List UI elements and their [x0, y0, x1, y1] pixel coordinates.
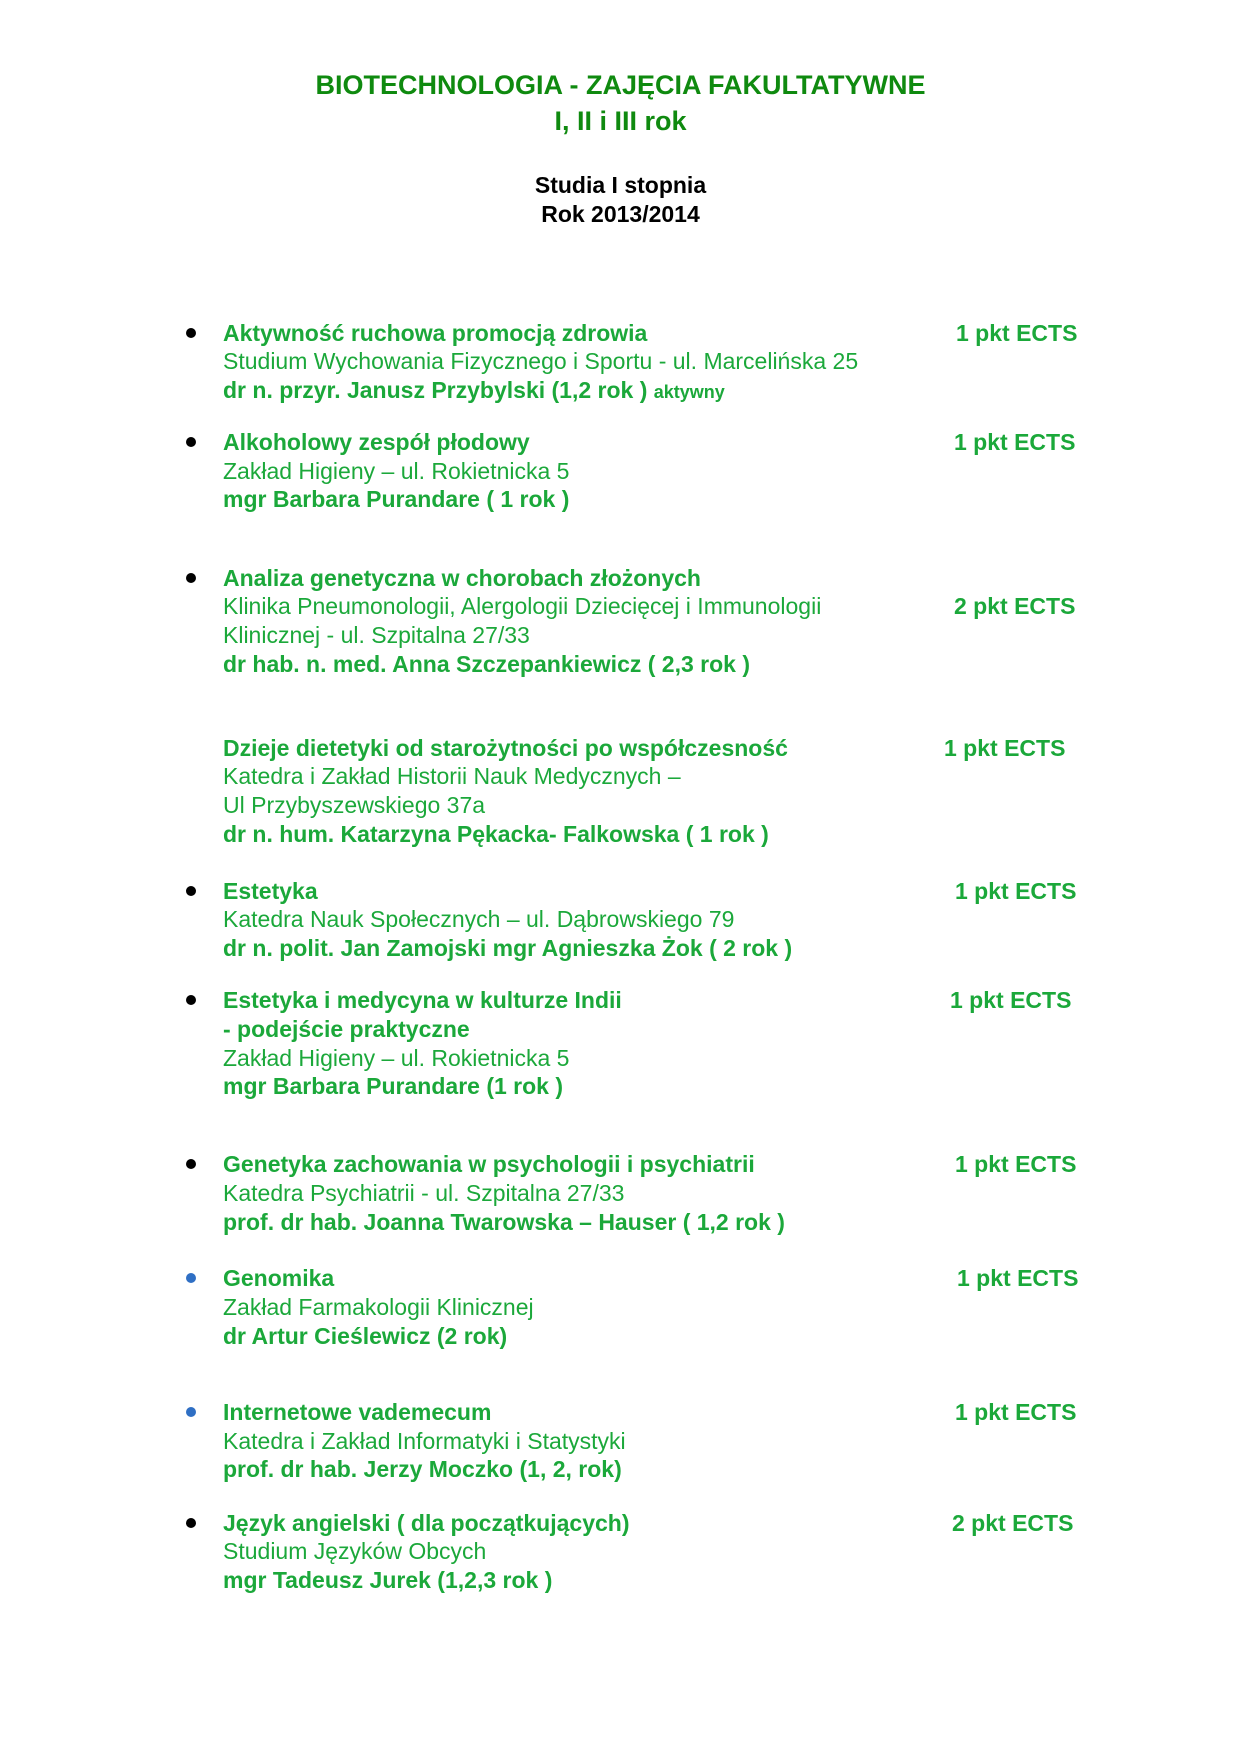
bullet-icon: [186, 1273, 196, 1283]
course-name: Aktywność ruchowa promocją zdrowia: [223, 320, 648, 346]
course-ects: 1 pkt ECTS: [956, 320, 1078, 346]
bullet-icon: [186, 886, 196, 896]
course-name: Analiza genetyczna w chorobach złożonych: [223, 565, 701, 591]
bullet-icon: [186, 437, 196, 447]
course-teacher: prof. dr hab. Jerzy Moczko (1, 2, rok): [223, 1456, 622, 1482]
course-teacher: dr Artur Cieślewicz (2 rok): [223, 1323, 508, 1349]
course-name: Język angielski ( dla początkujących): [223, 1510, 630, 1536]
course-name: Genetyka zachowania w psychologii i psychiatrii: [223, 1151, 755, 1177]
bullet-icon: [186, 995, 196, 1005]
document-title: BIOTECHNOLOGIA - ZAJĘCIA FAKULTATYWNE: [315, 70, 926, 100]
course-place: Katedra i Zakład Informatyki i Statystyki: [223, 1428, 626, 1454]
course-ects: 1 pkt ECTS: [944, 735, 1066, 761]
course-place: Ul Przybyszewskiego 37a: [223, 792, 486, 818]
course-teacher: dr n. przyr. Janusz Przybylski (1,2 rok ) aktywny: [223, 377, 725, 403]
course-teacher: mgr Tadeusz Jurek (1,2,3 rok ): [223, 1567, 553, 1593]
course-ects: 1 pkt ECTS: [954, 429, 1076, 455]
course-teacher: dr n. hum. Katarzyna Pękacka- Falkowska ( 1 rok ): [223, 821, 769, 847]
course-ects: 2 pkt ECTS: [952, 1510, 1074, 1536]
course-teacher: dr n. polit. Jan Zamojski mgr Agnieszka Żok ( 2 rok ): [223, 935, 793, 961]
course-place: Katedra i Zakład Historii Nauk Medycznych –: [223, 763, 681, 789]
course-ects: 1 pkt ECTS: [955, 1399, 1077, 1425]
course-name: Dzieje dietetyki od starożytności po współczesność: [223, 735, 788, 761]
academic-year: Rok 2013/2014: [541, 201, 700, 227]
course-ects: 1 pkt ECTS: [955, 1151, 1077, 1177]
course-name-continued: - podejście praktyczne: [223, 1016, 470, 1042]
course-place: Zakład Higieny – ul. Rokietnicka 5: [223, 458, 570, 484]
course-ects: 2 pkt ECTS: [954, 593, 1076, 619]
bullet-icon: [186, 328, 196, 338]
course-place: Studium Języków Obcych: [223, 1538, 487, 1564]
course-teacher: prof. dr hab. Joanna Twarowska – Hauser ( 1,2 rok ): [223, 1209, 785, 1235]
study-level: Studia I stopnia: [534, 172, 707, 198]
bullet-icon: [186, 1159, 196, 1169]
course-place: Zakład Farmakologii Klinicznej: [223, 1294, 534, 1320]
document-title-years: I, II i III rok: [554, 106, 687, 136]
course-ects: 1 pkt ECTS: [955, 878, 1077, 904]
bullet-icon: [186, 1518, 196, 1528]
course-name: Estetyka i medycyna w kulturze Indii: [223, 987, 622, 1013]
course-place: Studium Wychowania Fizycznego i Sportu - ul. Marcelińska 25: [223, 348, 859, 374]
bullet-icon: [186, 1407, 196, 1417]
course-place: Zakład Higieny – ul. Rokietnicka 5: [223, 1045, 570, 1071]
course-name: Alkoholowy zespół płodowy: [223, 429, 530, 455]
course-name: Estetyka: [223, 878, 318, 904]
course-place: Klinicznej - ul. Szpitalna 27/33: [223, 622, 530, 648]
course-teacher: mgr Barbara Purandare (1 rok ): [223, 1073, 564, 1099]
bullet-icon: [186, 573, 196, 583]
course-ects: 1 pkt ECTS: [957, 1265, 1079, 1291]
course-place: Klinika Pneumonologii, Alergologii Dziecięcej i Immunologii: [223, 593, 822, 619]
course-place: Katedra Psychiatrii - ul. Szpitalna 27/33: [223, 1180, 625, 1206]
course-ects: 1 pkt ECTS: [950, 987, 1072, 1013]
course-teacher: mgr Barbara Purandare ( 1 rok ): [223, 486, 570, 512]
course-teacher: dr hab. n. med. Anna Szczepankiewicz ( 2,3 rok ): [223, 651, 751, 677]
course-name: Internetowe vademecum: [223, 1399, 492, 1425]
course-name: Genomika: [223, 1265, 335, 1291]
course-note: aktywny: [653, 382, 725, 402]
course-place: Katedra Nauk Społecznych – ul. Dąbrowskiego 79: [223, 906, 735, 932]
